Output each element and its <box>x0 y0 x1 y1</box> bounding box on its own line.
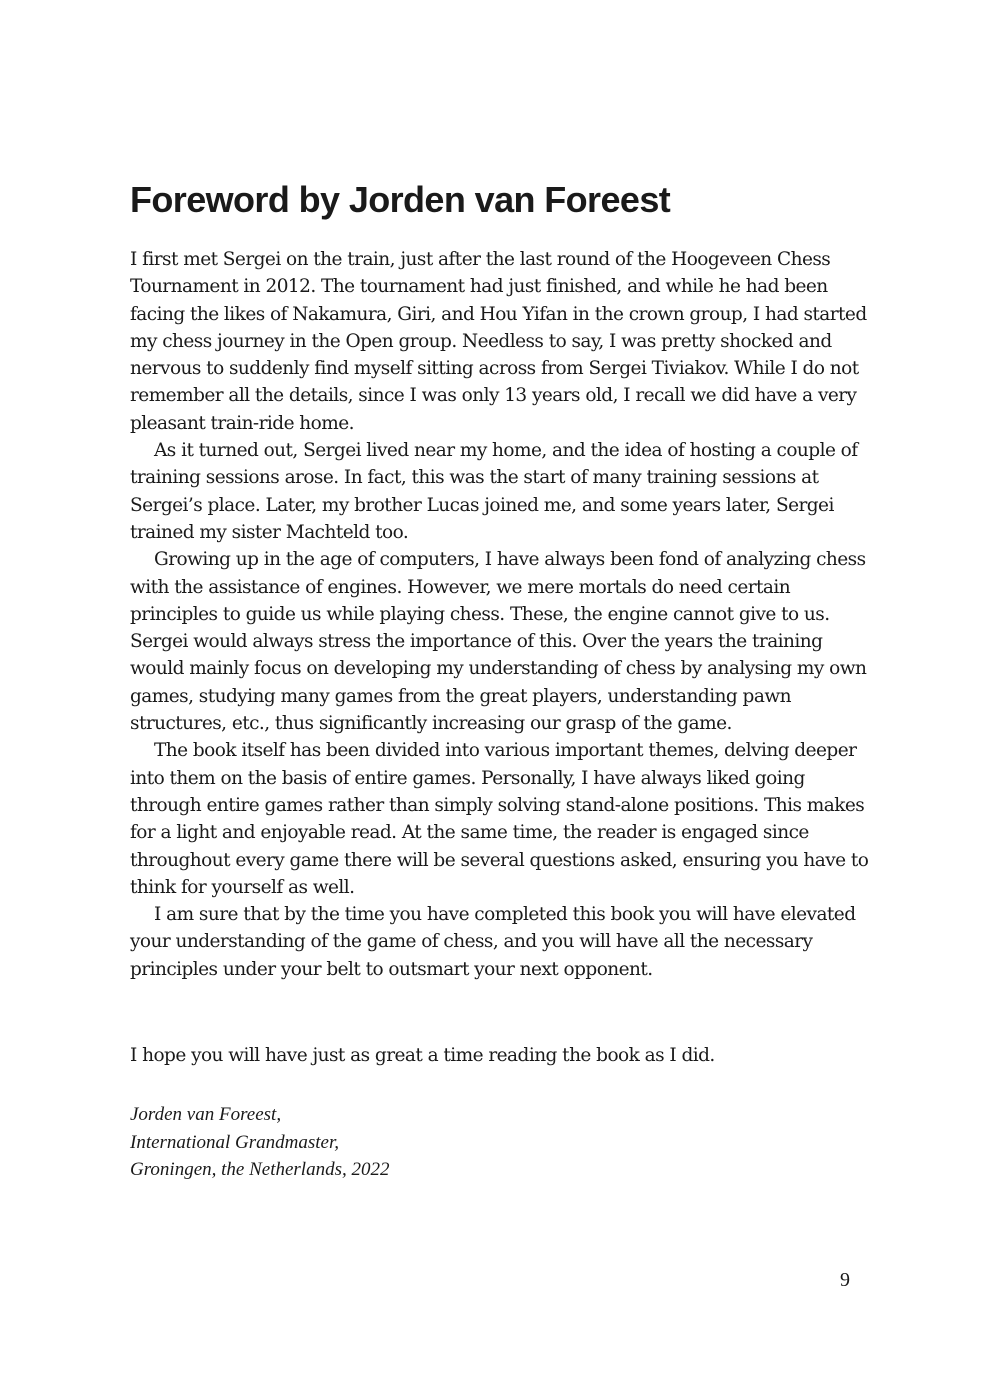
paragraph-2: As it turned out, Sergei lived near my home, and the idea of hosting a couple of training sessions arose. In fact, this was the start of many training sessions at Sergei’s place. Later, my brother Lucas joined me, and some years later, Sergei trained my sister Machteld too. <box>130 440 858 543</box>
paragraph-1: I first met Sergei on the train, just after the last round of the Hoogeveen Chess Tournament in 2012. The tournament had just finished, and while he had been facing the likes of Nakamura, Giri, and Hou Yifan in the crown group, I had started my chess journey in the Open group. Needless to say, I was pretty shocked and nervous to suddenly find myself sitting across from Sergei Tiviakov. While I do not remember all the details, since I was only 13 years old, I recall we did have a very pleasant train-ride home. <box>130 249 867 434</box>
signature-block <box>130 1101 389 1184</box>
page-number: 9 <box>840 1269 850 1291</box>
page-title: Foreword by Jorden van Foreest <box>130 179 671 220</box>
foreword-body <box>130 246 870 983</box>
paragraph-4: The book itself has been divided into various important themes, delving deeper into them on the basis of entire games. Personally, I have always liked going through entire games rather than simply solving stand-alone positions. This makes for a light and enjoyable read. At the same time, the reader is engaged since throughout every game there will be several questions asked, ensuring you have to think for yourself as well. <box>130 740 869 898</box>
paragraph-3: Growing up in the age of computers, I have always been fond of analyzing chess with the assistance of engines. However, we mere mortals do need certain principles to guide us while playing chess. These, the engine cannot give to us. Sergei would always stress the importance of this. Over the years the training would mainly focus on developing my understanding of chess by analysing my own games, studying many games from the great players, understanding pawn structures, etc., thus significantly increasing our grasp of the game. <box>130 549 867 735</box>
signature-name: Jorden van Foreest, <box>130 1104 282 1125</box>
closing-sentence: I hope you will have just as great a time reading the book as I did. <box>130 1045 715 1066</box>
signature-place-date: Groningen, the Netherlands, 2022 <box>130 1159 390 1180</box>
signature-title: International Grandmaster, <box>130 1131 339 1153</box>
paragraph-5: I am sure that by the time you have completed this book you will have elevated your understanding of the game of chess, and you will have all the necessary principles under your belt to outsmart your next opponent. <box>130 904 856 980</box>
